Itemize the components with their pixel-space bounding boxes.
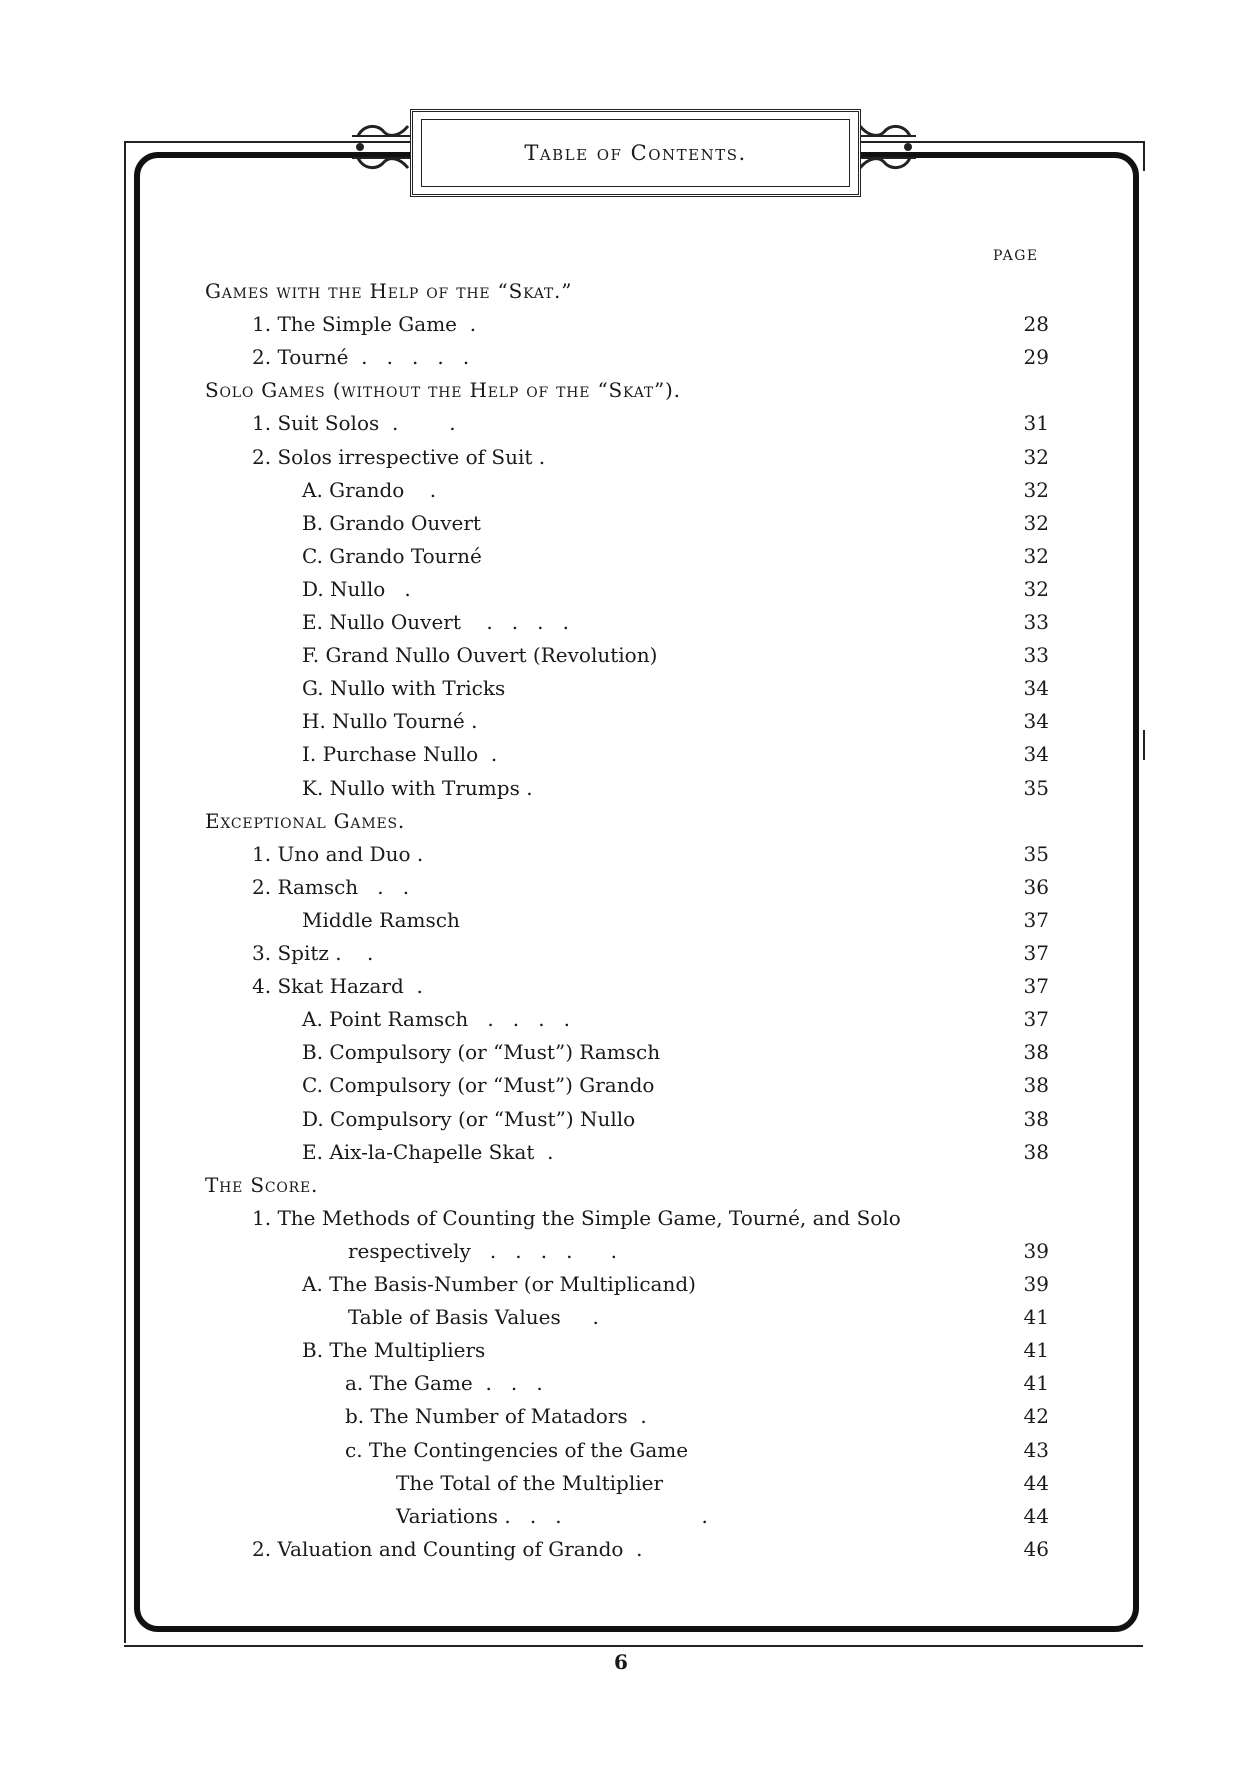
toc-entry-label: c. The Contingencies of the Game [345, 1437, 689, 1462]
toc-entry-label: 2. Valuation and Counting of Grando . [252, 1536, 643, 1561]
toc-entry [0, 541, 1259, 571]
toc-entry-label: G. Nullo with Tricks [302, 676, 506, 701]
toc-entry-page: 38 [1023, 1139, 1049, 1164]
toc-entry [0, 442, 1259, 472]
toc-entry-page: 37 [1023, 907, 1049, 932]
toc-entry-page: 44 [1023, 1503, 1049, 1528]
toc-entry [0, 607, 1259, 637]
toc-entry-label: 1. Uno and Duo . [252, 841, 424, 866]
toc-entry-page: 46 [1023, 1536, 1049, 1561]
toc-entry-label: C. Compulsory (or “Must”) Grando [302, 1073, 655, 1098]
toc-entry-page: 32 [1023, 576, 1049, 601]
toc-entry-label: b. The Number of Matadors . [345, 1404, 647, 1429]
toc-entry-page: 38 [1023, 1040, 1049, 1065]
toc-entry [0, 673, 1259, 703]
toc-entry-label: The Total of the Multiplier [396, 1470, 664, 1495]
toc-entry-label: 2. Ramsch . . [252, 874, 410, 899]
toc-entry-page: 38 [1023, 1073, 1049, 1098]
toc-entry-page: 32 [1023, 444, 1049, 469]
toc-section-heading [0, 276, 1259, 306]
toc-entry [0, 1104, 1259, 1134]
toc-entry-label: 1. Suit Solos . . [252, 411, 456, 436]
toc-entry-label: Exceptional Games. [205, 808, 406, 833]
toc-entry [0, 574, 1259, 604]
toc-entry [0, 1501, 1259, 1531]
toc-entry [0, 773, 1259, 803]
toc-entry-page: 34 [1023, 676, 1049, 701]
toc-entry [0, 342, 1259, 372]
toc-entry [0, 1435, 1259, 1465]
toc-entry-page: 37 [1023, 1007, 1049, 1032]
page-column-header: PAGE [993, 248, 1039, 264]
toc-entry-label: A. Grando . [302, 477, 437, 502]
toc-entry-page: 41 [1023, 1338, 1049, 1363]
toc-entry-page: 42 [1023, 1404, 1049, 1429]
toc-entry [0, 309, 1259, 339]
toc-entry-page: 32 [1023, 543, 1049, 568]
toc-entry [0, 408, 1259, 438]
toc-entry [0, 1236, 1259, 1266]
toc-entry-page: 33 [1023, 610, 1049, 634]
toc-entry [0, 1269, 1259, 1299]
toc-entry [0, 1037, 1259, 1067]
toc-entry-label: F. Grand Nullo Ouvert (Revolution) [302, 643, 658, 668]
ornament-left-icon [350, 118, 412, 178]
ornament-right-icon [856, 118, 918, 178]
toc-entry-label: Variations . . . . [396, 1503, 708, 1528]
toc-entry-page: 37 [1023, 941, 1049, 965]
frame-right-tick [1143, 141, 1145, 171]
toc-entry-page: 32 [1023, 510, 1049, 535]
toc-entry [0, 739, 1259, 769]
toc-section-heading [0, 1170, 1259, 1200]
toc-entry [0, 905, 1259, 935]
toc-entry-label: B. Compulsory (or “Must”) Ramsch [302, 1040, 661, 1065]
toc-entry-label: B. The Multipliers [302, 1338, 486, 1363]
toc-entry-page: 35 [1023, 841, 1049, 866]
toc-entry [0, 508, 1259, 538]
toc-entry-page: 44 [1023, 1470, 1049, 1495]
toc-entry-page: 33 [1023, 643, 1049, 668]
toc-entry [0, 971, 1259, 1001]
toc-entry-label: Games with the Help of the “Skat.” [205, 279, 573, 303]
toc-entry-label: 1. The Methods of Counting the Simple Game, Tourné, and Solo [252, 1205, 901, 1230]
toc-entry-label: 2. Tourné . . . . . [252, 345, 470, 370]
page-number: 6 [614, 1650, 628, 1674]
toc-entry-page: 39 [1023, 1272, 1049, 1296]
toc-entry [0, 1368, 1259, 1398]
toc-entry-label: Table of Basis Values . [348, 1305, 599, 1330]
toc-entry-label: The Score. [205, 1172, 319, 1197]
toc-entry [0, 1203, 1259, 1233]
toc-entry [0, 1401, 1259, 1431]
toc-entry-page: 37 [1023, 974, 1049, 999]
toc-entry-page: 39 [1023, 1238, 1049, 1263]
toc-entry [0, 1534, 1259, 1564]
toc-entry [0, 1070, 1259, 1100]
toc-entry-label: 4. Skat Hazard . [252, 974, 423, 999]
toc-entry [0, 1004, 1259, 1034]
toc-entry [0, 938, 1259, 968]
toc-entry [0, 1468, 1259, 1498]
toc-entry-page: 28 [1023, 312, 1049, 337]
toc-entry-page: 36 [1023, 874, 1049, 899]
toc-entry-label: respectively . . . . . [348, 1238, 617, 1263]
toc-entry-label: H. Nullo Tourné . [302, 709, 478, 734]
toc-entry [0, 1137, 1259, 1167]
toc-entry-label: D. Compulsory (or “Must”) Nullo [302, 1106, 636, 1131]
toc-entry-page: 29 [1023, 345, 1049, 370]
toc-entry [0, 706, 1259, 736]
toc-entry [0, 1302, 1259, 1332]
toc-entry-label: 1. The Simple Game . [252, 312, 477, 337]
toc-entry-page: 31 [1023, 411, 1049, 436]
toc-entry-page: 38 [1023, 1106, 1049, 1131]
toc-entry-label: Middle Ramsch [302, 907, 460, 932]
page-title: Table of Contents. [524, 141, 747, 165]
toc-entry-label: a. The Game . . . [345, 1371, 543, 1396]
toc-entry-label: D. Nullo . [302, 576, 411, 601]
toc-entry-page: 32 [1023, 477, 1049, 502]
toc-entry-page: 41 [1023, 1371, 1049, 1396]
toc-entry-label: E. Aix-la-Chapelle Skat . [302, 1139, 554, 1164]
toc-entry-label: I. Purchase Nullo . [302, 742, 498, 767]
toc-entry-page: 41 [1023, 1305, 1049, 1330]
toc-entry-label: K. Nullo with Trumps . [302, 775, 533, 800]
toc-entry-label: A. Point Ramsch . . . . [302, 1007, 570, 1032]
toc-entry-page: 34 [1023, 742, 1049, 767]
toc-entry-label: 3. Spitz . . [252, 941, 374, 965]
toc-section-heading [0, 806, 1259, 836]
toc-entry [0, 872, 1259, 902]
toc-entry-label: C. Grando Tourné [302, 543, 482, 568]
toc-entry-page: 35 [1023, 775, 1049, 800]
toc-entry-page: 43 [1023, 1437, 1049, 1462]
title-box [410, 109, 861, 197]
toc-entry-page: 34 [1023, 709, 1049, 734]
toc-entry-label: Solo Games (without the Help of the “Skat”). [205, 378, 681, 403]
toc-entry-label: E. Nullo Ouvert . . . . [302, 610, 569, 634]
toc-entry [0, 1335, 1259, 1365]
toc-entry-label: B. Grando Ouvert [302, 510, 481, 535]
toc-entry [0, 640, 1259, 670]
toc-entry [0, 839, 1259, 869]
toc-section-heading [0, 375, 1259, 405]
toc-entry-label: 2. Solos irrespective of Suit . [252, 444, 546, 469]
toc-entry [0, 475, 1259, 505]
toc-entry-label: A. The Basis-Number (or Multiplicand) [302, 1272, 696, 1296]
